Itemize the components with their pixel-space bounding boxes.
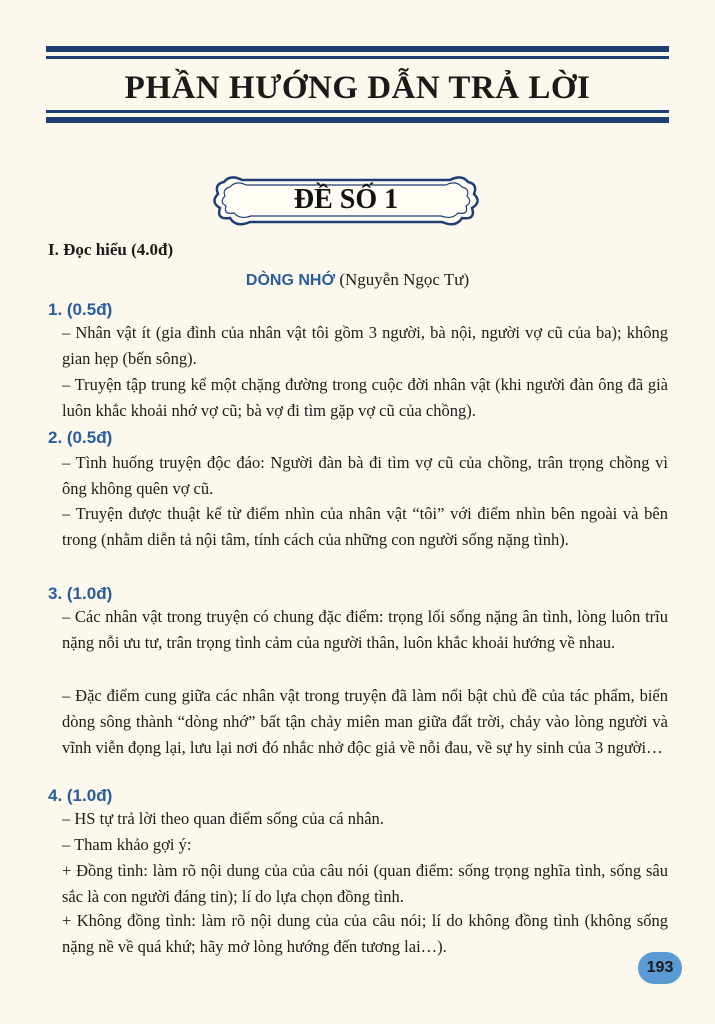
page-number-badge: 193 [638, 952, 682, 984]
story-author: (Nguyễn Ngọc Tư) [339, 270, 470, 289]
question-1-label: 1. (0.5đ) [48, 300, 113, 319]
question-4-label: 4. (1.0đ) [48, 786, 113, 805]
question-4-answer-1: – HS tự trả lời theo quan điểm sống của cá nhân. [62, 809, 384, 828]
exam-title-frame [212, 172, 480, 228]
story-heading [0, 270, 715, 290]
question-3-label: 3. (1.0đ) [48, 584, 113, 603]
header-band-top-thin [46, 56, 669, 59]
question-4-answer-2: – Tham khảo gợi ý: [62, 835, 192, 854]
question-2-label: 2. (0.5đ) [48, 428, 113, 447]
question-3-answer-2: – Đặc điểm cung giữa các nhân vật trong truyện đã làm nổi bật chủ đề của tác phẩm, biến dòng sông thành “dòng nhớ” bất tận chảy miên man giữa đất trời, chảy vào lòng người và vĩnh viễn đọng lại, lưu lại nơi đó nhắc nhở độc giả về nỗi đau, về sự hy sinh của 3 người… [62, 686, 668, 757]
header-band-bottom [46, 117, 669, 123]
section-heading: I. Đọc hiểu (4.0đ) [48, 240, 174, 259]
question-4-answer-3: + Đồng tình: làm rõ nội dung của của câu nói (quan điểm: sống trọng nghĩa tình, sống sâu sắc là con người đáng tin); lí do lựa chọn đồng tình. [62, 861, 668, 906]
header-band-bottom-thin [46, 110, 669, 113]
question-4-answer-4: + Không đồng tình: làm rõ nội dung của của câu nói; lí do không đồng tình (không sống nặng nề về quá khứ; hãy mở lòng hướng đến tương lai…). [62, 911, 668, 956]
question-3-answer-1: – Các nhân vật trong truyện có chung đặc điểm: trọng lối sống nặng ân tình, lòng luôn trĩu nặng nỗi ưu tư, trân trọng tình cảm của người thân, luôn khắc khoải hướng về nhau. [62, 607, 668, 652]
exam-title: ĐỀ SỐ 1 [293, 184, 399, 215]
header-band-top [46, 46, 669, 52]
question-1-answer-1: – Nhân vật ít (gia đình của nhân vật tôi gồm 3 người, bà nội, người vợ cũ của ba); không gian hẹp (bến sông). [62, 323, 668, 368]
question-1-answer-2: – Truyện tập trung kể một chặng đường trong cuộc đời nhân vật (khi người đàn ông đã già luôn khắc khoải nhớ vợ cũ; bà vợ đi tìm gặp vợ cũ của chồng). [62, 375, 668, 420]
question-2-answer-1: – Tình huống truyện độc đáo: Người đàn bà đi tìm vợ cũ của chồng, trân trọng chồng vì ông không quên vợ cũ. [62, 453, 668, 498]
page-title: PHẦN HƯỚNG DẪN TRẢ LỜI [124, 70, 591, 106]
story-title: DÒNG NHỚ [245, 272, 336, 289]
question-2-answer-2: – Truyện được thuật kể từ điểm nhìn của nhân vật “tôi” với điểm nhìn bên ngoài và bên trong (nhằm diễn tả nội tâm, tính cách của những con người sống nặng tình). [62, 504, 668, 549]
